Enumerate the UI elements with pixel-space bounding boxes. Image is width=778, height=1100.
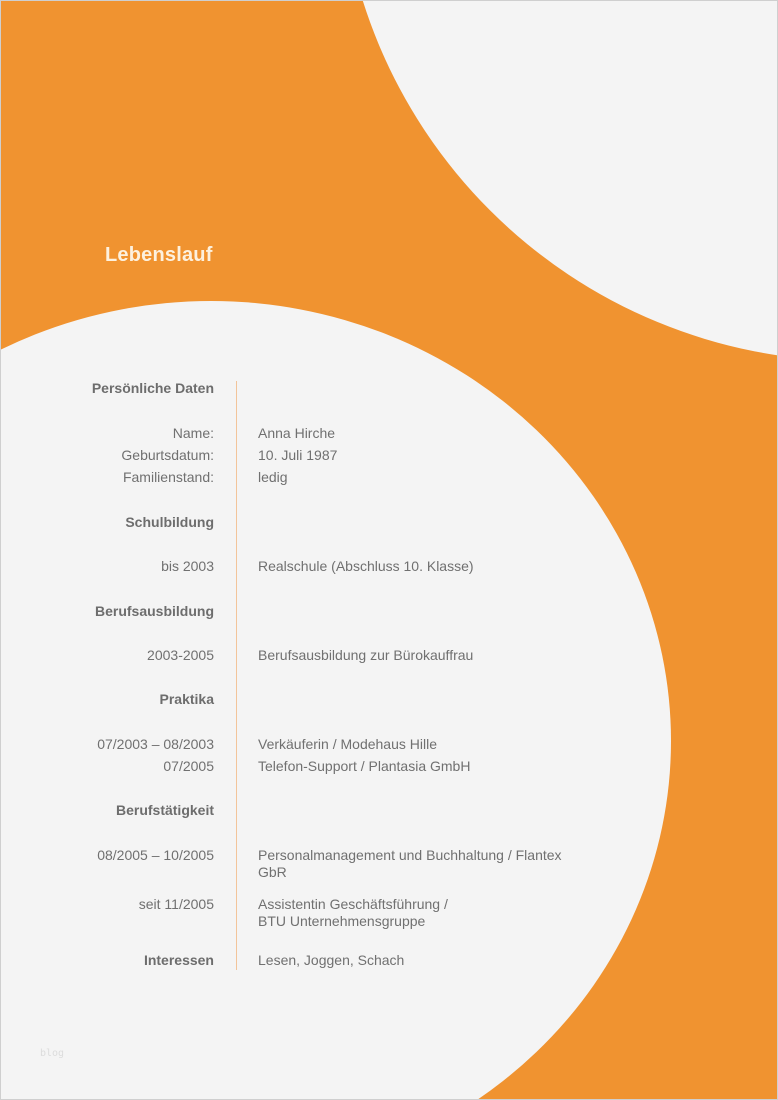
date-label: bis 2003 xyxy=(161,558,214,574)
watermark: blog xyxy=(40,1048,65,1059)
section-training-heading-row xyxy=(1,603,778,623)
section-interests-row xyxy=(1,952,778,972)
section-heading: Praktika xyxy=(159,691,214,707)
section-personal-heading-row xyxy=(1,380,778,400)
field-label: Familienstand: xyxy=(122,469,214,485)
section-school-heading-row xyxy=(1,514,778,534)
internship-row xyxy=(1,758,778,778)
field-value: 10. Juli 1987 xyxy=(258,447,338,463)
entry-value: Verkäuferin / Modehaus Hille xyxy=(258,736,437,752)
internship-row xyxy=(1,736,778,756)
personal-row-birthdate xyxy=(1,447,778,467)
date-label: 08/2005 – 10/2005 xyxy=(97,847,214,863)
date-label: seit 11/2005 xyxy=(138,896,214,912)
field-label: Name: xyxy=(172,425,214,441)
entry-value: Berufsausbildung zur Bürokauffrau xyxy=(258,647,474,663)
personal-row-name xyxy=(1,425,778,445)
section-heading: Berufstätigkeit xyxy=(115,802,214,818)
entry-value: Assistentin Geschäftsführung / BTU Unternehmensgruppe xyxy=(258,896,448,929)
section-heading: Berufsausbildung xyxy=(94,603,214,619)
school-row xyxy=(1,558,778,578)
section-heading: Interessen xyxy=(143,952,214,968)
entry-value: Personalmanagement und Buchhaltung / Flantex GbR xyxy=(258,847,562,880)
field-value: Anna Hirche xyxy=(258,425,336,441)
section-employment-heading-row xyxy=(1,802,778,822)
decorative-circle-top-right xyxy=(339,0,778,361)
date-label: 07/2005 xyxy=(163,758,214,774)
section-heading: Schulbildung xyxy=(125,514,214,530)
section-heading: Persönliche Daten xyxy=(91,380,214,396)
date-label: 2003-2005 xyxy=(147,647,214,663)
employment-row xyxy=(1,896,778,929)
document-title: Lebenslauf xyxy=(105,244,213,266)
field-value: ledig xyxy=(258,469,288,485)
personal-row-marital-status xyxy=(1,469,778,489)
entry-value: Realschule (Abschluss 10. Klasse) xyxy=(258,558,474,574)
employment-row xyxy=(1,847,778,880)
interests-value: Lesen, Joggen, Schach xyxy=(258,952,405,968)
date-label: 07/2003 – 08/2003 xyxy=(97,736,214,752)
section-internships-heading-row xyxy=(1,691,778,711)
field-label: Geburtsdatum: xyxy=(121,447,214,463)
entry-value: Telefon-Support / Plantasia GmbH xyxy=(258,758,471,774)
training-row xyxy=(1,647,778,667)
